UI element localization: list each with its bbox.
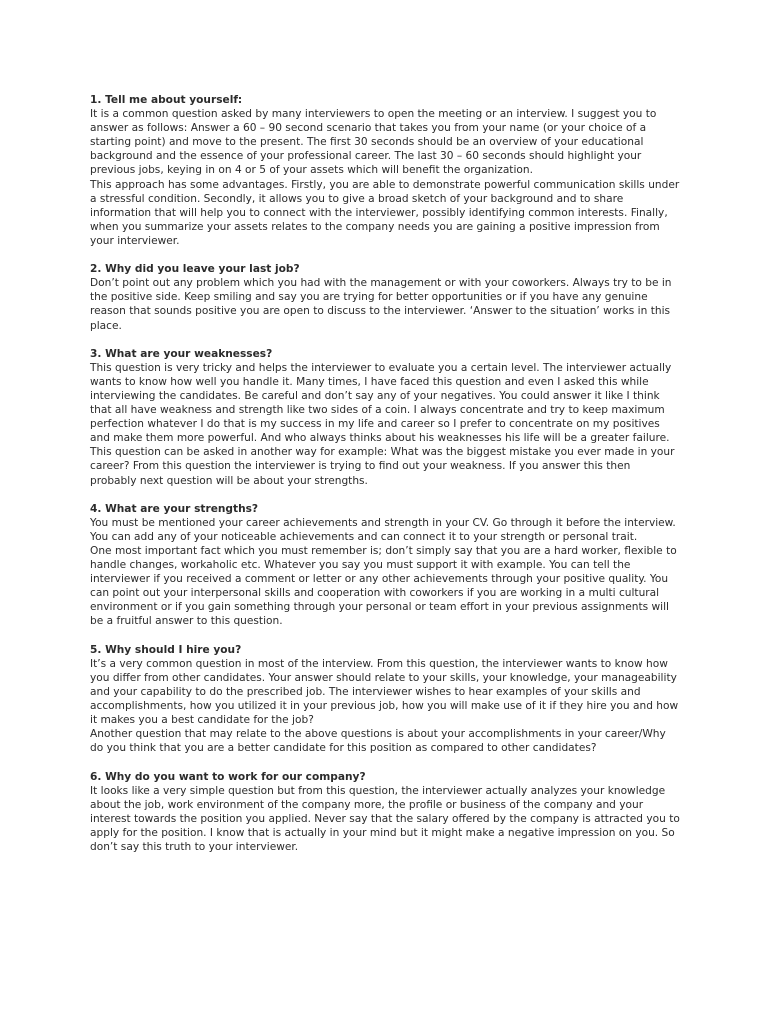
- section-paragraph: It’s a very common question in most of the interview. From this question, the interviewer wants to know how you differ from other candidates. Your answer should relate to your skills, your knowledge, your manageability and your capability to do the prescribed job. The interviewer wishes to hear examples of your skills and accomplishments, how you utilized it in your previous job, how you will make use of it if they hire you and how it makes you a best candidate for the job?: [90, 657, 679, 727]
- section-paragraph: Another question that may relate to the above questions is about your accomplishments in your career/Why do you think that you are a better candidate for this position as compared to other candidates?: [90, 728, 666, 755]
- section-why-work-for-company: [90, 770, 680, 855]
- section-heading: 1. Tell me about yourself:: [90, 94, 243, 106]
- section-heading: 4. What are your strengths?: [90, 502, 259, 515]
- section-heading: 2. Why did you leave your last job?: [90, 263, 300, 276]
- section-paragraph: This question is very tricky and helps the interviewer to evaluate you a certain level. The interviewer actually wants to know how well you handle it. Many times, I have faced this question and even I asked this while interviewing the candidates. Be careful and don’t say any of your negatives. You could answer it like I think that all have weakness and strength like two sides of a coin. I always concentrate and try to keep maximum perfection whatever I do that is my success in my life and career so I prefer to concentrate on my positives and make them more powerful. And who always thinks about his weaknesses his life will be a greater failure. This question can be asked in another way for example: What was the biggest mistake you ever made in your career? From this question the interviewer is trying to find out your weakness. If you answer this then probably next question will be about your strengths.: [90, 361, 675, 487]
- section-heading: 3. What are your weaknesses?: [90, 347, 273, 360]
- section-heading: 5. Why should I hire you?: [90, 643, 242, 656]
- section-heading: 6. Why do you want to work for our company?: [90, 770, 366, 783]
- section-paragraph: It looks like a very simple question but from this question, the interviewer actually analyzes your knowledge about the job, work environment of the company more, the profile or business of the company and your interest towards the position you applied. Never say that the salary offered by the company is attracted you to apply for the position. I know that is actually in your mind but it might make a negative impression on you. So don’t say this truth to your interviewer.: [90, 784, 680, 853]
- section-why-hire-you: [90, 643, 680, 756]
- section-paragraph: It is a common question asked by many interviewers to open the meeting or an interview. I suggest you to answer as follows: Answer a 60 – 90 second scenario that takes you from your name (or your choice of a starting point) and move to the present. The first 30 seconds should be an overview of your educational background and the essence of your professional career. The last 30 – 60 seconds should highlight your previous jobs, keying in on 4 or 5 of your assets which will benefit the organization.: [90, 108, 657, 177]
- section-paragraph: Don’t point out any problem which you had with the management or with your coworkers. Always try to be in the positive side. Keep smiling and say you are trying for better opportunities or if you have any genuine reason that sounds positive you are open to discuss to the interviewer. ‘Answer to the situation’ works in this place.: [90, 277, 672, 332]
- section-weaknesses: [90, 347, 680, 488]
- section-paragraph: This approach has some advantages. Firstly, you are able to demonstrate powerful communication skills under a stressful condition. Secondly, it allows you to give a broad sketch of your background and to share information that will help you to connect with the interviewer, possibly identifying common interests. Finally, when you summarize your assets relates to the company needs you are gaining a positive impression from your interviewer.: [90, 178, 680, 247]
- section-paragraph: You must be mentioned your career achievements and strength in your CV. Go through it before the interview. You can add any of your noticeable achievements and can connect it to your strength or personal trait.: [90, 516, 676, 543]
- section-tell-me-about-yourself: [90, 93, 680, 248]
- section-paragraph: One most important fact which you must remember is; don’t simply say that you are a hard worker, flexible to handle changes, workaholic etc. Whatever you say you must support it with example. You can tell the interviewer if you received a comment or letter or any other achievements through your positive quality. You can point out your interpersonal skills and cooperation with coworkers if you are working in a multi cultural environment or if you gain something through your personal or team effort in your previous assignments will be a fruitful answer to this question.: [90, 545, 677, 628]
- section-why-leave-last-job: [90, 262, 680, 332]
- section-strengths: [90, 502, 680, 629]
- document-page: [90, 93, 680, 868]
